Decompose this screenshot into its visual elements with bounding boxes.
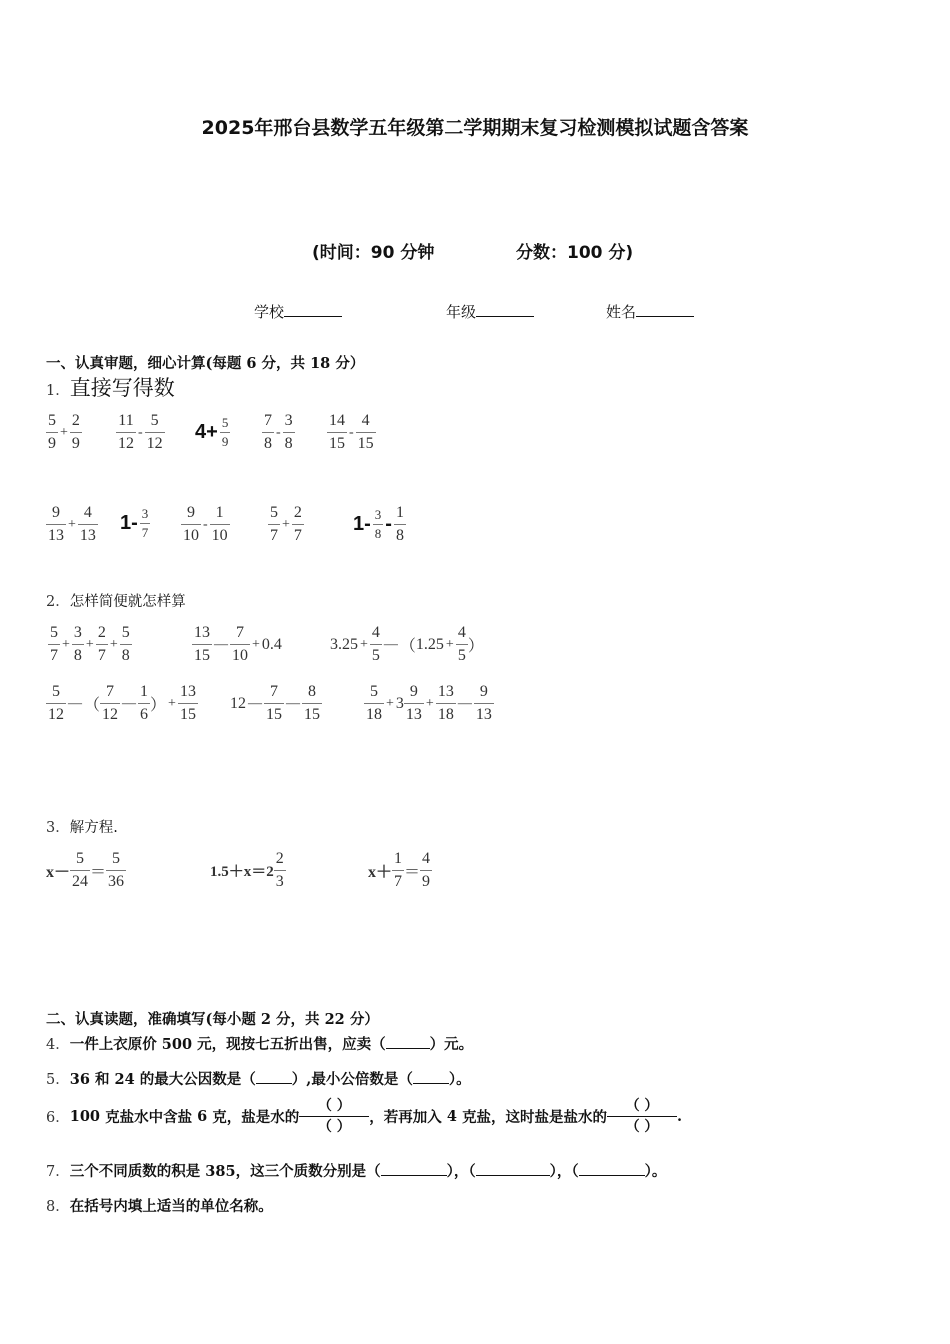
school-field: 学校 (254, 301, 342, 322)
question-7: 7．三个不同质数的积是 385，这三个质数分别是（ ），（ ），（ ）。 (46, 1163, 667, 1180)
calc-item: 1- $\frac{3}{7}$ (120, 506, 149, 540)
fraction-blank[interactable]: （ ） （ ） (607, 1096, 677, 1137)
answer-blank[interactable] (386, 1034, 430, 1049)
answer-blank[interactable] (579, 1161, 645, 1176)
calc-item: $\frac{7}{8}$ - $\frac{3}{8}$ (264, 412, 293, 452)
exam-time: (时间：90 分钟 (312, 243, 435, 263)
calc-item: $\frac{11}{12}$ - $\frac{5}{12}$ (118, 412, 163, 452)
calc-item: $\frac{5}{7}$ + $\frac{2}{7}$ (270, 504, 302, 544)
simplify-item: $\frac{13}{15}$ — $\frac{7}{10}$ + 0.4 (194, 624, 282, 664)
calc-row-2: $\frac{9}{13}$ + $\frac{4}{13}$ (48, 504, 96, 544)
equation-2: 1.5＋x＝2 $\frac{2}{3}$ (210, 850, 284, 890)
calc-item: $\frac{14}{15}$ - $\frac{4}{15}$ (329, 412, 374, 452)
simplify-item: $\frac{5}{18}$ + 3 $\frac{9}{13}$ + $\frac{13}{18}$ — $\frac{9}{13}$ (366, 683, 492, 723)
simplify-item: 3.25 + $\frac{4}{5}$ — （1.25 + $\frac{4}{5}$ ） (330, 624, 484, 664)
section1-heading: 一、认真审题，细心计算(每题 6 分，共 18 分） (46, 355, 365, 372)
equation-3: x＋ $\frac{1}{7}$ ＝ $\frac{4}{9}$ (368, 850, 431, 890)
simplify-row-1: $\frac{5}{7}$ + $\frac{3}{8}$ + $\frac{2}{7}$ + $\frac{5}{8}$ (50, 624, 130, 664)
equation-1: x－ $\frac{5}{24}$ ＝ $\frac{5}{36}$ (46, 850, 125, 890)
q3-heading: 3．解方程. (46, 820, 118, 836)
calc-item: $\frac{9}{10}$ - $\frac{1}{10}$ (183, 504, 228, 544)
simplify-item: 12 — $\frac{7}{15}$ — $\frac{8}{15}$ (230, 683, 320, 723)
calc-item: 1- $\frac{3}{8}$ - $\frac{1}{8}$ (353, 504, 404, 544)
q1-heading: 1．直接写得数 (46, 376, 175, 400)
question-8: 8．在括号内填上适当的单位名称。 (46, 1198, 273, 1215)
answer-blank[interactable] (381, 1161, 447, 1176)
calc-item: 4+ $\frac{5}{9}$ (195, 415, 229, 449)
q2-heading: 2．怎样简便就怎样算 (46, 594, 186, 610)
name-field: 姓名 (606, 301, 694, 322)
question-5: 5．36 和 24 的最大公因数是（ ）,最小公倍数是（ ）。 (46, 1071, 471, 1088)
answer-blank[interactable] (476, 1161, 550, 1176)
exam-score: 分数：100 分) (516, 243, 634, 263)
page-title: 2025年邢台县数学五年级第二学期期末复习检测模拟试题含答案 (201, 117, 749, 139)
grade-field: 年级 (446, 301, 534, 322)
question-6: 6．100 克盐水中含盐 6 克，盐是水的 （ ） （ ） ，若再加入 4 克盐，这时盐是盐水的 （ ） （ ） . (46, 1098, 683, 1135)
answer-blank[interactable] (413, 1069, 449, 1084)
fraction-blank[interactable]: （ ） （ ） (299, 1096, 369, 1137)
calc-row-1: $\frac{5}{9}$ + $\frac{2}{9}$ (48, 412, 80, 452)
simplify-row-2: $\frac{5}{12}$ — （ $\frac{7}{12}$ — $\frac{1}{6}$ ） + $\frac{13}{15}$ (48, 683, 196, 723)
answer-blank[interactable] (256, 1069, 292, 1084)
question-4: 4．一件上衣原价 500 元，现按七五折出售，应卖（ ）元。 (46, 1036, 474, 1053)
section2-heading: 二、认真读题，准确填写(每小题 2 分，共 22 分） (46, 1011, 379, 1028)
